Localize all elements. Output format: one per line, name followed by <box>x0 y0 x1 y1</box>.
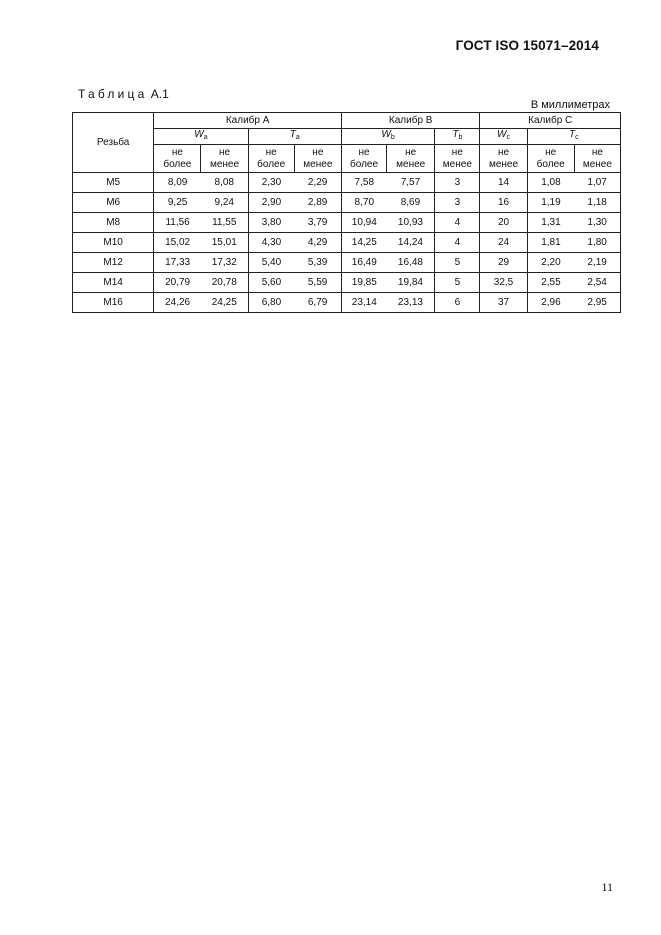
table-row <box>73 213 621 233</box>
value-cell: 2,55 <box>527 273 574 293</box>
value-cell: 4,29 <box>294 233 341 253</box>
table-row <box>73 173 621 193</box>
limit-subheader: не менее <box>480 145 527 173</box>
value-cell: 4,30 <box>248 233 294 253</box>
value-cell: 17,33 <box>154 253 201 273</box>
thread-size-cell: М10 <box>73 233 154 253</box>
value-cell: 1,30 <box>574 213 620 233</box>
thread-size-cell: М16 <box>73 293 154 313</box>
value-cell: 2,30 <box>248 173 294 193</box>
value-cell: 2,95 <box>574 293 620 313</box>
value-cell: 1,19 <box>527 193 574 213</box>
value-cell: 5,39 <box>294 253 341 273</box>
value-cell: 2,20 <box>527 253 574 273</box>
table-caption <box>78 87 169 101</box>
value-cell: 24,26 <box>154 293 201 313</box>
value-cell: 3,79 <box>294 213 341 233</box>
value-cell: 19,84 <box>387 273 435 293</box>
value-cell: 4 <box>435 213 480 233</box>
value-cell: 17,32 <box>201 253 248 273</box>
value-cell: 1,80 <box>574 233 620 253</box>
param-ta-header: $T_a$ <box>248 129 341 145</box>
limit-subheader: не более <box>154 145 201 173</box>
value-cell: 8,69 <box>387 193 435 213</box>
limit-subheader: не менее <box>387 145 435 173</box>
limit-subheader: не более <box>248 145 294 173</box>
value-cell: 14 <box>480 173 527 193</box>
value-cell: 2,29 <box>294 173 341 193</box>
limit-subheader: не менее <box>294 145 341 173</box>
value-cell: 11,56 <box>154 213 201 233</box>
table-row <box>73 193 621 213</box>
param-wc-header: $W_c$ <box>480 129 527 145</box>
table-caption-number: А.1 <box>150 87 169 101</box>
value-cell: 15,02 <box>154 233 201 253</box>
value-cell: 19,85 <box>341 273 386 293</box>
value-cell: 7,57 <box>387 173 435 193</box>
value-cell: 6,80 <box>248 293 294 313</box>
value-cell: 3 <box>435 193 480 213</box>
value-cell: 9,24 <box>201 193 248 213</box>
value-cell: 2,89 <box>294 193 341 213</box>
value-cell: 6 <box>435 293 480 313</box>
units-note: В миллиметрах <box>530 99 610 111</box>
page-number: 11 <box>601 880 613 894</box>
param-wb-header: $W_b$ <box>341 129 434 145</box>
value-cell: 8,08 <box>201 173 248 193</box>
value-cell: 8,09 <box>154 173 201 193</box>
value-cell: 7,58 <box>341 173 386 193</box>
value-cell: 5,59 <box>294 273 341 293</box>
value-cell: 15,01 <box>201 233 248 253</box>
table-caption-word: Таблица <box>78 87 148 101</box>
value-cell: 23,13 <box>387 293 435 313</box>
value-cell: 10,94 <box>341 213 386 233</box>
value-cell: 14,25 <box>341 233 386 253</box>
value-cell: 32,5 <box>480 273 527 293</box>
value-cell: 11,55 <box>201 213 248 233</box>
table-row <box>73 293 621 313</box>
dimensions-table <box>72 112 621 313</box>
value-cell: 2,96 <box>527 293 574 313</box>
value-cell: 8,70 <box>341 193 386 213</box>
value-cell: 16,48 <box>387 253 435 273</box>
thread-size-cell: М8 <box>73 213 154 233</box>
value-cell: 1,81 <box>527 233 574 253</box>
value-cell: 23,14 <box>341 293 386 313</box>
value-cell: 4 <box>435 233 480 253</box>
value-cell: 1,08 <box>527 173 574 193</box>
value-cell: 20,78 <box>201 273 248 293</box>
thread-size-cell: М6 <box>73 193 154 213</box>
value-cell: 5 <box>435 253 480 273</box>
value-cell: 1,18 <box>574 193 620 213</box>
value-cell: 1,07 <box>574 173 620 193</box>
limit-subheader: не менее <box>574 145 620 173</box>
table-row <box>73 253 621 273</box>
param-tb-header: $T_b$ <box>435 129 480 145</box>
value-cell: 5,40 <box>248 253 294 273</box>
limit-subheader: не менее <box>435 145 480 173</box>
value-cell: 20,79 <box>154 273 201 293</box>
value-cell: 2,54 <box>574 273 620 293</box>
value-cell: 24 <box>480 233 527 253</box>
value-cell: 20 <box>480 213 527 233</box>
table-row <box>73 273 621 293</box>
value-cell: 16 <box>480 193 527 213</box>
thread-column-header: Резьба <box>73 113 154 173</box>
gauge-a-header: Калибр А <box>154 113 342 129</box>
value-cell: 5,60 <box>248 273 294 293</box>
gauge-c-header: Калибр С <box>480 113 621 129</box>
value-cell: 14,24 <box>387 233 435 253</box>
thread-size-cell: М5 <box>73 173 154 193</box>
thread-size-cell: М12 <box>73 253 154 273</box>
value-cell: 24,25 <box>201 293 248 313</box>
limit-subheader: не менее <box>201 145 248 173</box>
value-cell: 3,80 <box>248 213 294 233</box>
limit-subheader: не более <box>341 145 386 173</box>
value-cell: 10,93 <box>387 213 435 233</box>
value-cell: 1,31 <box>527 213 574 233</box>
value-cell: 6,79 <box>294 293 341 313</box>
value-cell: 3 <box>435 173 480 193</box>
value-cell: 29 <box>480 253 527 273</box>
value-cell: 16,49 <box>341 253 386 273</box>
value-cell: 37 <box>480 293 527 313</box>
limit-subheader: не более <box>527 145 574 173</box>
document-standard-header: ГОСТ ISO 15071–2014 <box>455 38 599 53</box>
param-wa-header: $W_a$ <box>154 129 248 145</box>
value-cell: 2,19 <box>574 253 620 273</box>
value-cell: 5 <box>435 273 480 293</box>
value-cell: 9,25 <box>154 193 201 213</box>
table-row <box>73 233 621 253</box>
param-tc-header: $T_c$ <box>527 129 620 145</box>
value-cell: 2,90 <box>248 193 294 213</box>
gauge-b-header: Калибр В <box>341 113 479 129</box>
thread-size-cell: М14 <box>73 273 154 293</box>
